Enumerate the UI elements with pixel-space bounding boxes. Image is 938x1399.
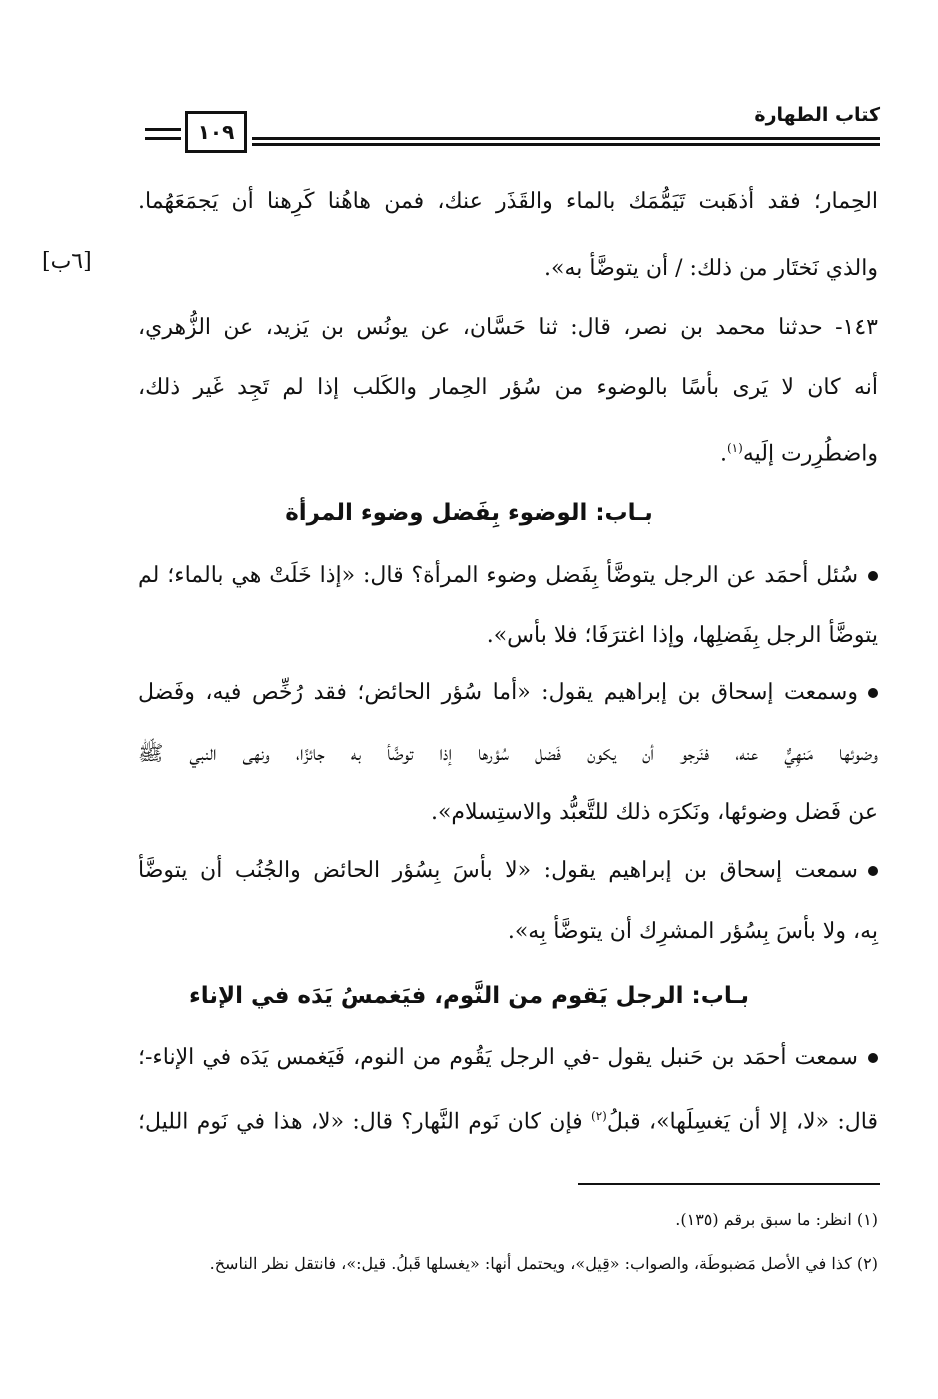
chapter-heading: بـاب: الوضوء بِفَضل وضوء المرأة	[285, 500, 653, 526]
text-line	[138, 561, 878, 591]
text-fragment: واضطُرِرت إلَيه	[742, 441, 878, 467]
header-rule	[145, 128, 181, 131]
text-line: أنه كان لا يَرى بأسًا بالوضوء من سُؤر الحِمار والكَلب إذا لم تَجِد غَير ذلك،	[138, 375, 878, 400]
text-line	[138, 433, 878, 469]
bullet-icon	[868, 1053, 878, 1063]
text-fragment: .	[719, 441, 727, 467]
text-line	[138, 678, 878, 708]
text-line: والذي نَختَار من ذلك: / أن يتوضَّأ به».	[544, 256, 878, 281]
margin-folio-note: [٦ب]	[42, 249, 92, 274]
text-line: بِه، ولا بأسَ بِسُؤر المشرِك أن يتوضَّأ بِه».	[507, 919, 878, 944]
header-rule	[252, 143, 880, 146]
text-line	[138, 856, 878, 886]
footnote: (٢) كذا في الأصل مَضبوطَة، والصواب: «قِيل»، ويحتمل أنها: «يغسلها قَبلُ. قيل:»، فانتقل نظر الناسخ.	[209, 1254, 878, 1273]
footnote-ref: (١)	[726, 441, 743, 455]
text-fragment: فإن كان نَوم النَّهار؟ قال: «لا، هذا في نَوم الليل؛	[138, 1109, 592, 1135]
text-fragment: سمعت إسحاق بن إبراهيم يقول: «لا بأسَ بِسُؤر الحائض والجُنُب أن يتوضَّأ	[138, 858, 858, 883]
text-line: ١٤٣- حدثنا محمد بن نصر، قال: ثنا حَسَّان، عن يونُس بن يَزيد، عن الزُّهري،	[138, 315, 878, 340]
text-line	[138, 1043, 878, 1073]
chapter-heading: بـاب: الرجل يَقوم من النَّوم، فيَغمسُ يَدَه في الإناء	[189, 983, 749, 1009]
page-number: ١٠٩	[185, 111, 247, 153]
footnote-rule	[578, 1183, 880, 1185]
text-fragment: وسمعت إسحاق بن إبراهيم يقول: «أما سُؤر الحائض؛ فقد رُخِّص فيه، وفَضل	[138, 680, 858, 705]
text-line: الحِمار؛ فقد أذهَبت تَيَمُّمَك بالماء والقَذَر عنك، فمن هاهُنا كَرِهنا أن يَجمَعَهُما.	[138, 189, 878, 214]
text-line: يتوضَّأ الرجل بِفَضلِها، وإذا اغترَفَا؛ فلا بأس».	[486, 623, 878, 648]
bullet-icon	[868, 866, 878, 876]
text-fragment: سُئل أحمَد عن الرجل يتوضَّأ بِفَضل وضوء المرأة؟ قال: «إذا خَلَتْ هي بالماء؛ لم	[138, 563, 858, 588]
text-line: عن فَضل وضوئها، ونَكرَه ذلك للتَّعبُّد والاستِسلام».	[430, 800, 878, 825]
footnote-ref: (٢)	[591, 1109, 607, 1123]
running-title: كتاب الطهارة	[754, 104, 880, 126]
bullet-icon	[868, 571, 878, 581]
text-line: وضوئها مَنهِيٌّ عنه، فنَرجو أن يكون فَضل سُؤرها إذا توضَّأ به جائزًا، ونهى النبي ﷺ	[138, 741, 878, 765]
footnote: (١) انظر: ما سبق برقم (١٣٥).	[675, 1210, 878, 1229]
header-rule	[145, 137, 181, 140]
text-fragment: قال: «لا، إلا أن يَغسِلَها»، قبلُ	[606, 1109, 878, 1135]
bullet-icon	[868, 688, 878, 698]
text-line	[138, 1101, 878, 1137]
header-rule	[252, 137, 880, 140]
text-fragment: سمعت أحمَد بن حَنبل يقول -في الرجل يَقُوم من النوم، فَيَغمس يَدَه في الإناء-؛	[138, 1045, 858, 1070]
